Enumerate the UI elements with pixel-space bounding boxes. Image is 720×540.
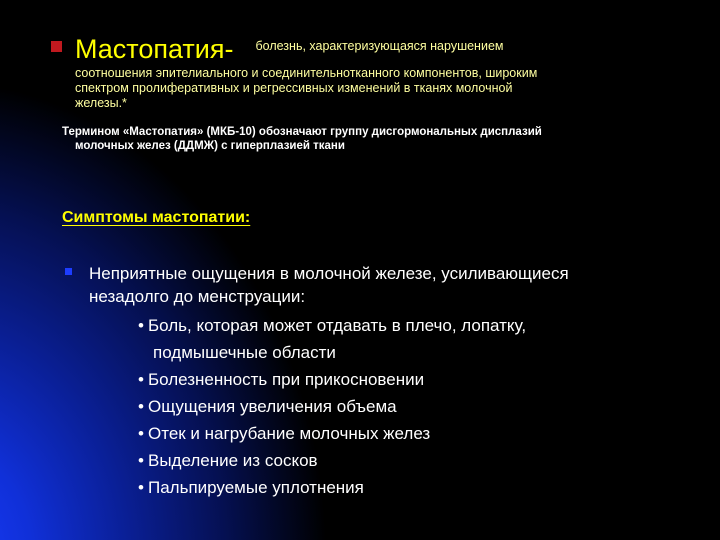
symptom-item	[138, 474, 698, 501]
term-note	[62, 126, 682, 153]
slide-title: Мастопатия-	[75, 34, 234, 64]
definition-first-line: болезнь, характеризующаяся нарушением	[255, 39, 504, 53]
bullet-dot-icon: •	[138, 451, 144, 470]
bullet-dot-icon: •	[138, 424, 144, 443]
title-line	[75, 34, 504, 65]
symptom-text: Ощущения увеличения объема	[148, 397, 397, 416]
symptom-list	[138, 312, 698, 501]
symptom-item	[138, 339, 698, 366]
bullet-dot-icon: •	[138, 478, 144, 497]
term-note-line: молочных желез (ДДМЖ) с гиперплазией ткани	[75, 139, 345, 152]
symptom-text: Отек и нагрубание молочных желез	[148, 424, 431, 443]
bullet-dot-icon: •	[138, 397, 144, 416]
bullet-dot-icon: •	[138, 370, 144, 389]
definition-text	[75, 66, 675, 111]
symptom-item	[138, 366, 698, 393]
symptoms-heading: Симптомы мастопатии:	[62, 209, 251, 226]
symptom-text: Выделение из сосков	[148, 451, 318, 470]
definition-line: соотношения эпителиального и соединительнотканного компонентов, широким	[75, 66, 538, 80]
main-point-line: Неприятные ощущения в молочной железе, усиливающиеся	[89, 264, 569, 283]
term-note-line: Термином «Мастопатия» (МКБ-10) обозначают группу дисгормональных дисплазий	[62, 126, 542, 138]
bullet-dot-icon: •	[138, 316, 144, 335]
main-point	[89, 262, 689, 308]
symptom-text: Пальпируемые уплотнения	[148, 478, 364, 497]
definition-line: спектром пролиферативных и регрессивных изменений в тканях молочной	[75, 81, 513, 95]
symptom-item	[138, 393, 698, 420]
symptom-text: Болезненность при прикосновении	[148, 370, 425, 389]
main-bullet-icon	[65, 268, 72, 275]
symptom-text: подмышечные области	[153, 343, 336, 362]
definition-line: железы.*	[75, 96, 127, 110]
symptom-item	[138, 420, 698, 447]
symptom-item	[138, 447, 698, 474]
symptom-text: Боль, которая может отдавать в плечо, лопатку,	[148, 316, 527, 335]
symptom-item	[138, 312, 698, 339]
main-point-line: незадолго до менструации:	[89, 287, 306, 306]
title-bullet-icon	[51, 41, 62, 52]
